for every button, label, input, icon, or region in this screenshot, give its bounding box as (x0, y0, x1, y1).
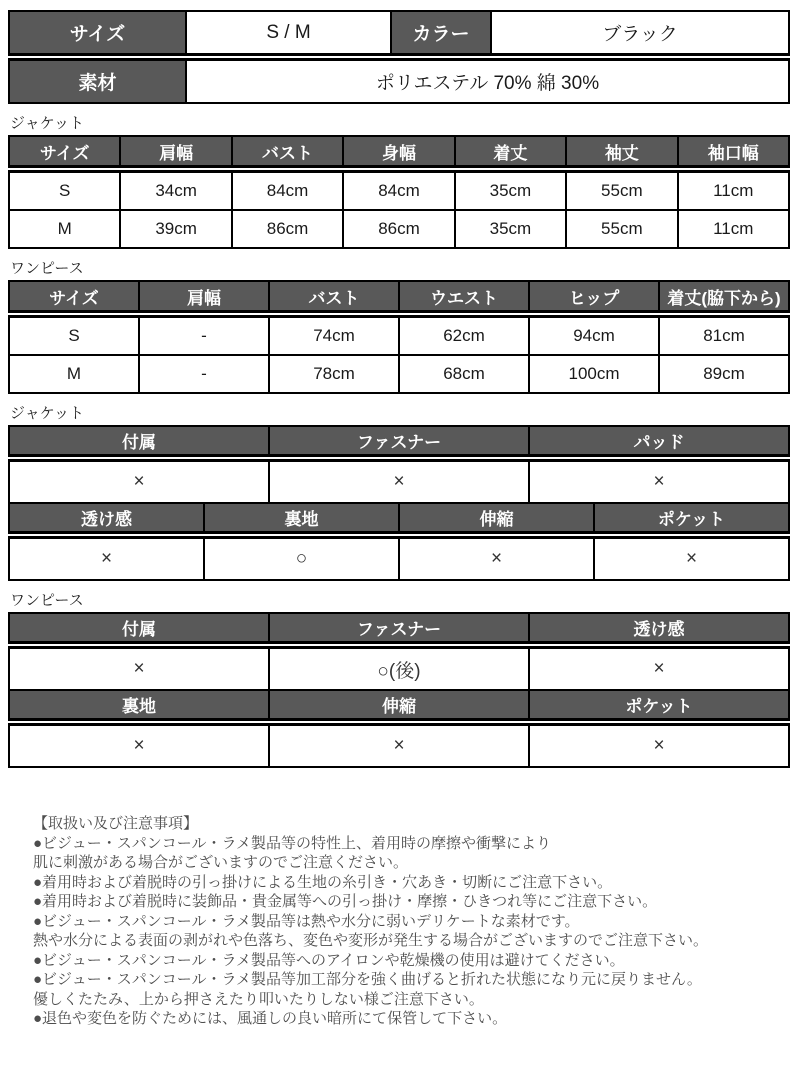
jacket-size-cell: 39cm (120, 210, 231, 248)
material-value-cell: ポリエステル 70% 綿 30% (186, 57, 789, 103)
jacket-features-table-bottom (8, 502, 790, 581)
jacket-features-table-top (8, 425, 790, 504)
jacket-feature-header: ファスナー (269, 426, 529, 458)
onepiece-feature-header: 伸縮 (269, 690, 529, 722)
color-value-cell: ブラック (491, 11, 789, 57)
onepiece-feature-value: ○(後) (269, 645, 529, 690)
jacket-size-cell: 35cm (455, 169, 566, 210)
handling-notes (33, 814, 792, 1029)
jacket-size-section-label: ジャケット (10, 115, 84, 132)
note-line: ●ビジュー・スパンコール・ラメ製品等は熱や水分に弱いデリケートな素材です。 (33, 912, 580, 930)
onepiece-feature-value: × (9, 645, 269, 690)
jacket-size-cell: M (9, 210, 120, 248)
jacket-feature-value: × (529, 458, 789, 503)
onepiece-features-value-row-2 (9, 722, 789, 767)
jacket-features-header-row-2 (9, 503, 789, 535)
onepiece-size-header: ヒップ (529, 281, 659, 314)
jacket-feature-header: パッド (529, 426, 789, 458)
jacket-size-header: 肩幅 (120, 136, 231, 169)
onepiece-size-cell: - (139, 355, 269, 393)
jacket-size-header: 袖丈 (566, 136, 677, 169)
jacket-feature-header: 付属 (9, 426, 269, 458)
onepiece-size-cell: 100cm (529, 355, 659, 393)
onepiece-features-table-top (8, 612, 790, 691)
onepiece-size-header: ウエスト (399, 281, 529, 314)
jacket-features-value-row-1 (9, 458, 789, 503)
onepiece-size-cell: 68cm (399, 355, 529, 393)
note-line: ●ビジュー・スパンコール・ラメ製品等加工部分を強く曲げると折れた状態になり元に戻りません。 (33, 971, 702, 988)
onepiece-feature-header: 透け感 (529, 613, 789, 645)
onepiece-features-header-row-1 (9, 613, 789, 645)
onepiece-size-section-label: ワンピース (10, 260, 84, 277)
onepiece-size-row-m (9, 355, 789, 393)
jacket-feature-header: 透け感 (9, 503, 204, 535)
onepiece-size-cell: 81cm (659, 314, 789, 355)
note-line: 優しくたたみ、上から押さえたり叩いたりしない様ご注意下さい。 (33, 990, 484, 1008)
size-label-cell: サイズ (9, 11, 186, 57)
jacket-size-header: バスト (232, 136, 343, 169)
jacket-size-table (8, 135, 790, 249)
onepiece-feature-header: 裏地 (9, 690, 269, 722)
jacket-feature-value: × (269, 458, 529, 503)
onepiece-size-cell: 62cm (399, 314, 529, 355)
onepiece-size-cell: 89cm (659, 355, 789, 393)
jacket-feature-value: × (399, 535, 594, 580)
note-line: ●着用時および着脱時に装飾品・貴金属等への引っ掛け・摩擦・ひきつれ等にご注意下さい。 (33, 893, 658, 910)
jacket-size-header-row (9, 136, 789, 169)
note-line: 熱や水分による表面の剥がれや色落ち、変色や変形が発生する場合がございますのでご注意下さい。 (33, 932, 709, 949)
jacket-feature-header: 裏地 (204, 503, 399, 535)
jacket-size-cell: 35cm (455, 210, 566, 248)
jacket-feature-value: ○ (204, 535, 399, 580)
jacket-feature-value: × (9, 535, 204, 580)
jacket-size-header: 身幅 (343, 136, 454, 169)
jacket-feature-header: 伸縮 (399, 503, 594, 535)
info-row-size-color (9, 11, 789, 57)
jacket-size-header: 袖口幅 (678, 136, 789, 169)
onepiece-feature-header: 付属 (9, 613, 269, 645)
notes-title: 【取扱い及び注意事項】 (33, 815, 199, 832)
onepiece-size-cell: 74cm (269, 314, 399, 355)
onepiece-size-header: 肩幅 (139, 281, 269, 314)
jacket-size-header: サイズ (9, 136, 120, 169)
onepiece-size-header-row (9, 281, 789, 314)
onepiece-size-cell: S (9, 314, 139, 355)
note-line: ●退色や変色を防ぐためには、風通しの良い暗所にて保管して下さい。 (33, 1010, 508, 1027)
jacket-feature-header: ポケット (594, 503, 789, 535)
note-line: ●ビジュー・スパンコール・ラメ製品等へのアイロンや乾燥機の使用は避けてください。 (33, 951, 625, 969)
jacket-size-cell: 55cm (566, 210, 677, 248)
onepiece-size-row-s (9, 314, 789, 355)
onepiece-size-header: 着丈(脇下から) (659, 281, 789, 314)
jacket-size-cell: 34cm (120, 169, 231, 210)
jacket-size-cell: S (9, 169, 120, 210)
size-value-cell: S / M (186, 11, 391, 57)
jacket-features-header-row-1 (9, 426, 789, 458)
material-label-cell: 素材 (9, 57, 186, 103)
onepiece-feature-value: × (529, 645, 789, 690)
jacket-size-row-s (9, 169, 789, 210)
onepiece-features-table-bottom (8, 689, 790, 768)
jacket-features-section-label: ジャケット (10, 405, 84, 422)
onepiece-feature-value: × (269, 722, 529, 767)
onepiece-size-table (8, 280, 790, 394)
jacket-size-cell: 86cm (232, 210, 343, 248)
jacket-size-header: 着丈 (455, 136, 566, 169)
onepiece-size-cell: 78cm (269, 355, 399, 393)
onepiece-features-value-row-1 (9, 645, 789, 690)
jacket-size-cell: 55cm (566, 169, 677, 210)
onepiece-size-header: サイズ (9, 281, 139, 314)
note-line: ●着用時および着脱時の引っ掛けによる生地の糸引き・穴あき・切断にご注意下さい。 (33, 873, 613, 891)
product-info-table (8, 10, 790, 104)
jacket-size-row-m (9, 210, 789, 248)
info-row-material (9, 57, 789, 103)
onepiece-size-header: バスト (269, 281, 399, 314)
note-line: ●ビジュー・スパンコール・ラメ製品等の特性上、着用時の摩擦や衝撃により (33, 834, 552, 852)
jacket-size-cell: 86cm (343, 210, 454, 248)
onepiece-features-header-row-2 (9, 690, 789, 722)
onepiece-feature-header: ファスナー (269, 613, 529, 645)
jacket-feature-value: × (594, 535, 789, 580)
jacket-feature-value: × (9, 458, 269, 503)
onepiece-feature-value: × (9, 722, 269, 767)
onepiece-feature-header: ポケット (529, 690, 789, 722)
onepiece-size-cell: - (139, 314, 269, 355)
color-label-cell: カラー (391, 11, 491, 57)
onepiece-features-section-label: ワンピース (10, 592, 84, 609)
onepiece-size-cell: 94cm (529, 314, 659, 355)
jacket-size-cell: 84cm (343, 169, 454, 210)
onepiece-size-cell: M (9, 355, 139, 393)
note-line: 肌に刺激がある場合がございますのでご注意ください。 (33, 854, 409, 871)
jacket-size-cell: 84cm (232, 169, 343, 210)
jacket-size-cell: 11cm (678, 210, 789, 248)
onepiece-feature-value: × (529, 722, 789, 767)
jacket-features-value-row-2 (9, 535, 789, 580)
jacket-size-cell: 11cm (678, 169, 789, 210)
